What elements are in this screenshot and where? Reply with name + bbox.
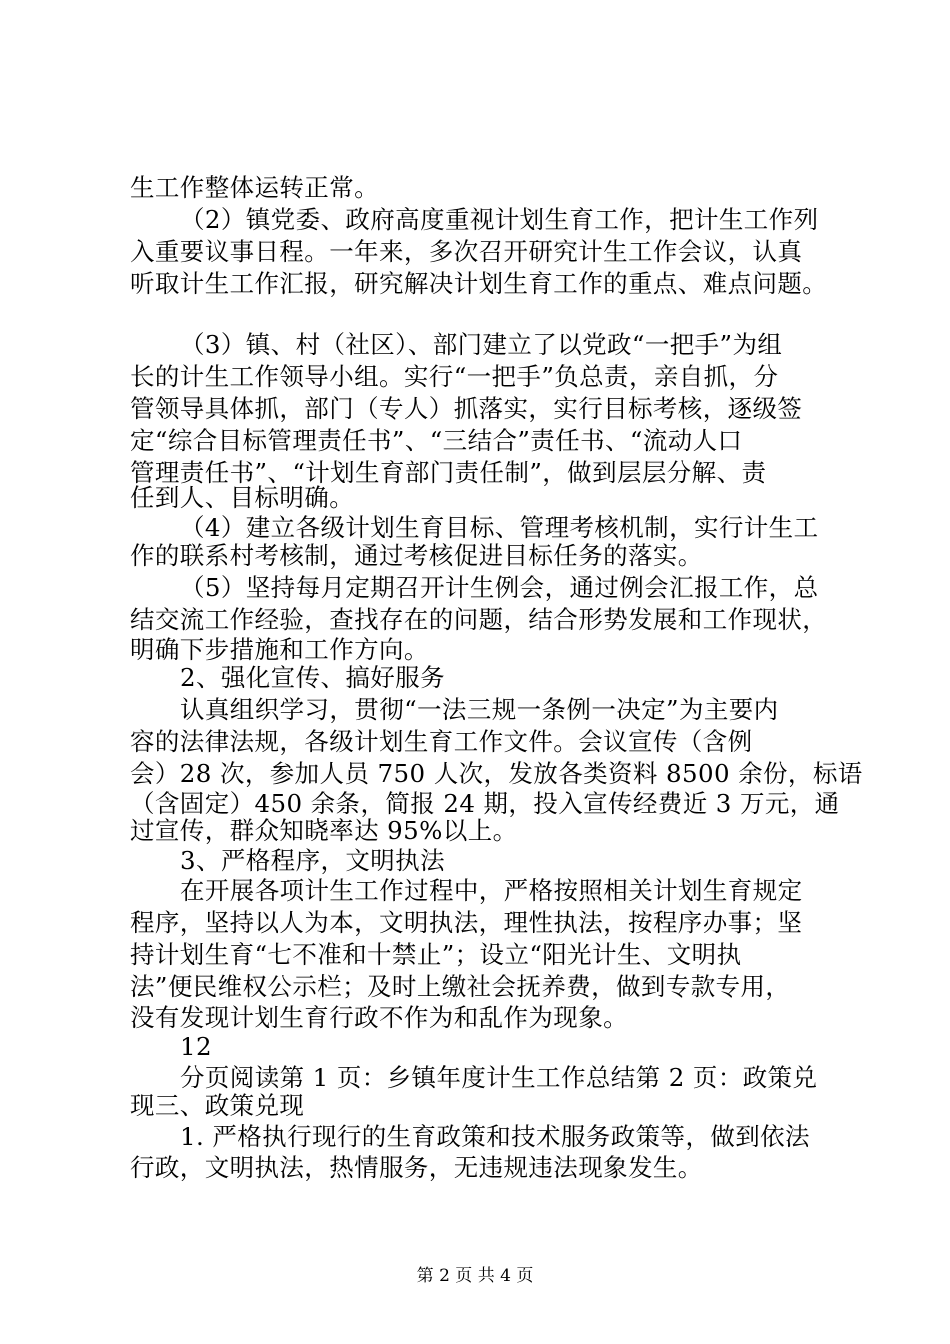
text-line: 管理责任书”、“计划生育部门责任制”，做到层层分解、责 <box>130 458 767 487</box>
text-line: 管领导具体抓，部门（专人）抓落实，实行目标考核，逐级签 <box>130 394 803 423</box>
text-line: 入重要议事日程。一年来，多次召开研究计生工作会议，认真 <box>130 237 803 266</box>
text-line: 生工作整体运转正常。 <box>130 173 379 202</box>
text-line: 没有发现计划生育行政不作为和乱作为现象。 <box>130 1003 628 1032</box>
text-line: 定“综合目标管理责任书”、“三结合”责任书、“流动人口 <box>130 426 743 455</box>
text-line: （含固定）450 余条，简报 24 期，投入宣传经费近 3 万元，通 <box>130 789 840 818</box>
text-line: 任到人、目标明确。 <box>130 483 355 512</box>
text-line: 长的计生工作领导小组。实行“一把手”负总责，亲自抓，分 <box>130 362 779 391</box>
text-line: 行政，文明执法，热情服务，无违规违法现象发生。 <box>130 1153 703 1182</box>
text-line: （4）建立各级计划生育目标、管理考核机制，实行计生工 <box>180 513 819 542</box>
text-line: 程序，坚持以人为本，文明执法，理性执法，按程序办事；坚 <box>130 908 803 937</box>
section-heading: 2、强化宣传、搞好服务 <box>180 663 445 692</box>
text-line: 现三、政策兑现 <box>130 1091 305 1120</box>
text-line: 1. 严格执行现行的生育政策和技术服务政策等，做到依法 <box>180 1122 810 1151</box>
text-line: 法”便民维权公示栏；及时上缴社会抚养费，做到专款专用， <box>130 972 791 1001</box>
text-line: 听取计生工作汇报，研究解决计划生育工作的重点、难点问题。 <box>130 269 828 298</box>
text-line: （2）镇党委、政府高度重视计划生育工作，把计生工作列 <box>180 205 819 234</box>
page-number-marker: 12 <box>180 1032 212 1061</box>
text-line: 在开展各项计生工作过程中，严格按照相关计划生育规定 <box>180 876 803 905</box>
text-line: （5）坚持每月定期召开计生例会，通过例会汇报工作，总 <box>180 573 819 602</box>
text-line: 作的联系村考核制，通过考核促进目标任务的落实。 <box>130 541 703 570</box>
text-line: 持计划生育“七不准和十禁止”；设立“阳光计生、文明执 <box>130 940 742 969</box>
text-line: 容的法律法规，各级计划生育工作文件。会议宣传（含例 <box>130 727 753 756</box>
text-line: 明确下步措施和工作方向。 <box>130 635 429 664</box>
page-footer: 第 2 页 共 4 页 <box>416 1266 534 1286</box>
text-line: 结交流工作经验，查找存在的问题，结合形势发展和工作现状， <box>130 605 828 634</box>
text-line: （3）镇、村（社区）、部门建立了以党政“一把手”为组 <box>180 330 783 359</box>
text-line: 认真组织学习，贯彻“一法三规一条例一决定”为主要内 <box>180 695 779 724</box>
text-line: 过宣传，群众知晓率达 95%以上。 <box>130 816 518 845</box>
text-line: 会）28 次，参加人员 750 人次，发放各类资料 8500 余份，标语 <box>130 759 863 788</box>
text-line: 分页阅读第 1 页：乡镇年度计生工作总结第 2 页：政策兑 <box>180 1063 818 1092</box>
section-heading: 3、严格程序，文明执法 <box>180 846 445 875</box>
